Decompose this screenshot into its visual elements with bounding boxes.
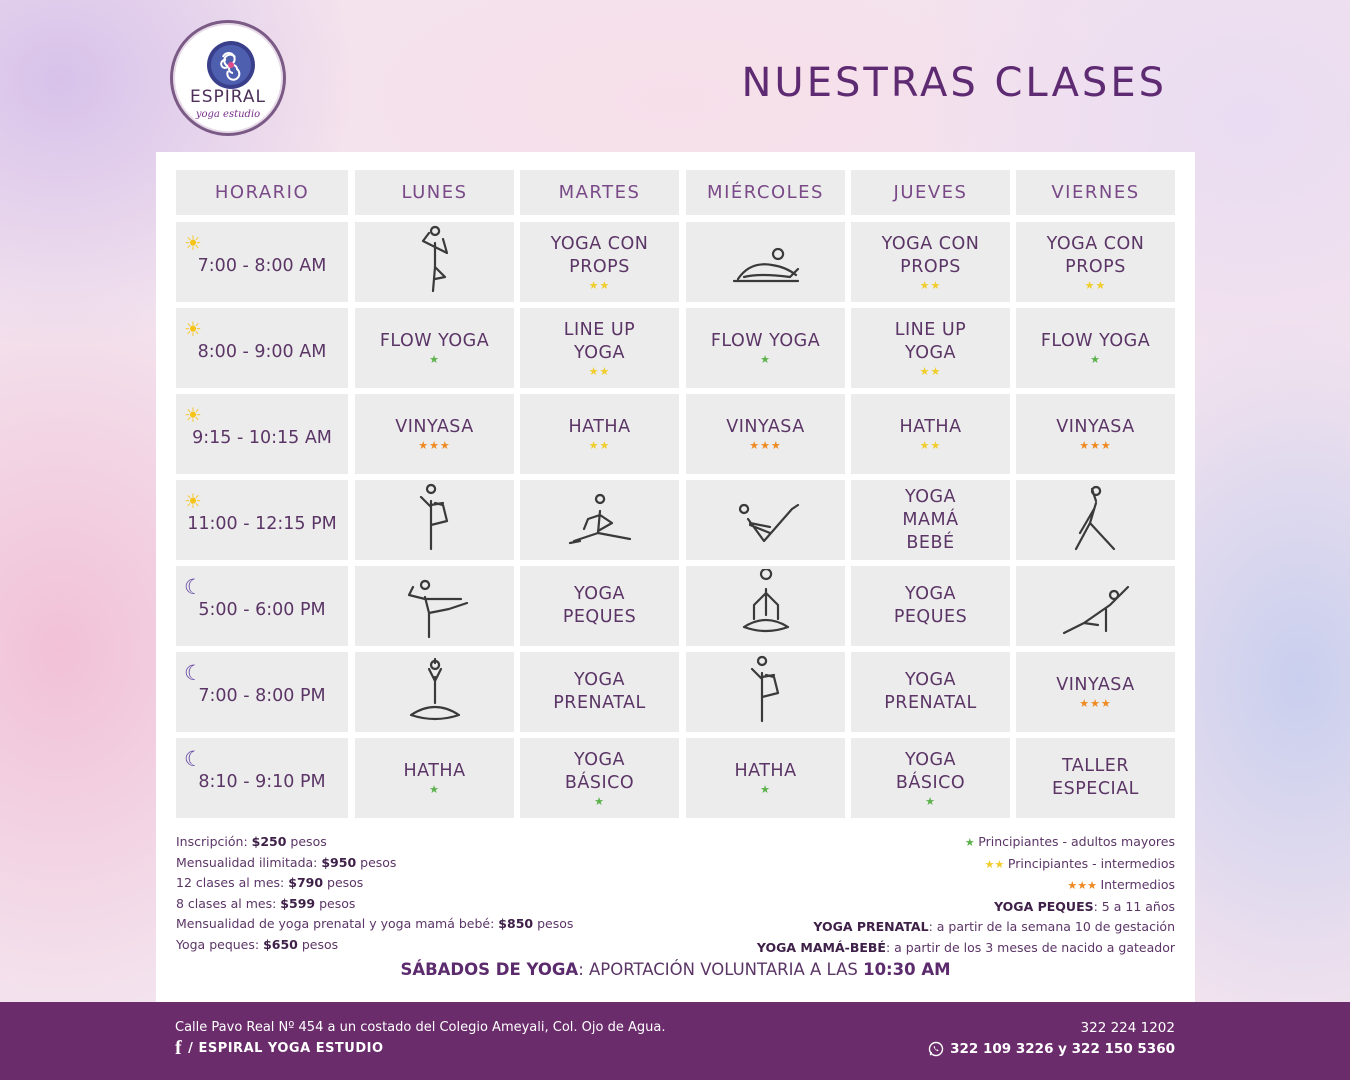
class-name: YOGA CON PROPS	[881, 233, 980, 277]
class-name: YOGA PEQUES	[893, 584, 968, 627]
studio-logo	[170, 20, 286, 136]
price-unit: pesos	[356, 854, 397, 870]
price-amount: $650	[263, 936, 298, 952]
class-name: HATHA	[899, 417, 962, 437]
moon-icon: ☾	[184, 575, 203, 599]
class-name: HATHA	[568, 417, 631, 437]
class-cell	[520, 394, 679, 474]
footer	[0, 1002, 1350, 1080]
class-cell	[851, 738, 1010, 818]
saturday-note	[156, 960, 1195, 979]
class-name: FLOW YOGA	[379, 331, 490, 351]
class-cell	[686, 652, 845, 732]
class-name: HATHA	[734, 761, 797, 781]
difficulty-stars: ★★	[919, 439, 942, 452]
class-name: YOGA PRENATAL	[884, 670, 977, 713]
time-label: 8:10 - 9:10 PM	[198, 772, 326, 792]
class-cell	[520, 566, 679, 646]
moon-icon: ☾	[184, 747, 203, 771]
difficulty-stars: ★	[429, 783, 440, 796]
page-title: NUESTRAS CLASES	[741, 60, 1167, 106]
time-label: 11:00 - 12:15 PM	[187, 514, 337, 534]
logo-tagline: yoga estudio	[195, 109, 261, 120]
class-cell	[520, 222, 679, 302]
difficulty-stars: ★★	[588, 439, 611, 452]
time-slot	[176, 566, 348, 646]
sun-icon: ☀	[184, 317, 202, 341]
tree-pose-icon	[389, 225, 481, 299]
class-name: VINYASA	[1056, 675, 1135, 695]
class-cell	[686, 394, 845, 474]
time-label: 8:00 - 9:00 AM	[197, 342, 327, 362]
class-cell	[686, 222, 845, 302]
time-label: 5:00 - 6:00 PM	[198, 600, 326, 620]
lotus-pose-icon	[720, 569, 812, 643]
legend-item	[757, 854, 1175, 876]
class-cell	[1016, 566, 1175, 646]
difficulty-stars: ★★★	[749, 439, 782, 452]
age-label: YOGA PRENATAL	[813, 919, 929, 934]
saturday-time: 10:30 AM	[863, 960, 951, 979]
class-cell	[355, 652, 514, 732]
time-slot	[176, 480, 348, 560]
class-cell	[686, 480, 845, 560]
class-name: VINYASA	[395, 417, 474, 437]
whatsapp-contact[interactable]	[928, 1041, 1175, 1057]
legend-stars: ★★	[984, 857, 1008, 871]
class-name: YOGA BÁSICO	[895, 749, 966, 793]
legend-text: Intermedios	[1100, 877, 1175, 892]
schedule-card	[156, 152, 1195, 1002]
price-amount: $790	[288, 875, 324, 890]
logo-name: ESPIRAL	[189, 87, 267, 107]
legend-stars: ★★★	[1067, 879, 1101, 892]
price-amount: $250	[251, 834, 287, 849]
difficulty-stars: ★★★	[1079, 697, 1112, 710]
class-name: YOGA PEQUES	[562, 584, 637, 627]
price-item	[176, 853, 573, 874]
price-item	[176, 894, 573, 915]
age-notes	[757, 897, 1175, 959]
price-unit: pesos	[315, 895, 356, 911]
footer-address: Calle Pavo Real Nº 454 a un costado del Colegio Ameyali, Col. Ojo de Agua.	[175, 1020, 666, 1035]
difficulty-stars: ★★★	[418, 439, 451, 452]
price-amount: $850	[498, 916, 534, 931]
price-unit: pesos	[286, 834, 327, 849]
class-cell	[355, 394, 514, 474]
footer-phone[interactable]: 322 224 1202	[1080, 1020, 1175, 1036]
age-label: YOGA PEQUES	[994, 898, 1094, 914]
class-name: YOGA CON PROPS	[550, 233, 649, 277]
class-name: YOGA BÁSICO	[564, 749, 635, 793]
whatsapp-icon	[928, 1041, 944, 1057]
class-cell	[355, 222, 514, 302]
difficulty-stars: ★	[429, 353, 440, 366]
time-slot	[176, 738, 348, 818]
time-slot	[176, 222, 348, 302]
time-slot	[176, 652, 348, 732]
price-amount: $599	[280, 895, 316, 911]
class-name: YOGA PRENATAL	[553, 670, 646, 713]
class-name: LINE UP YOGA	[894, 319, 967, 363]
class-name: YOGA CON PROPS	[1046, 233, 1145, 277]
legend-text: Principiantes - intermedios	[1007, 855, 1175, 871]
price-unit: pesos	[323, 875, 364, 890]
class-cell	[686, 308, 845, 388]
class-cell	[520, 652, 679, 732]
time-slot	[176, 394, 348, 474]
class-name: FLOW YOGA	[710, 331, 821, 351]
price-item	[176, 832, 573, 853]
saturday-label: SÁBADOS DE YOGA	[400, 960, 579, 979]
class-cell	[851, 222, 1010, 302]
legend-notes	[757, 832, 1175, 958]
boat-pose-icon	[720, 483, 812, 557]
sun-icon: ☀	[184, 489, 202, 513]
triangle-pose-icon	[1050, 483, 1142, 557]
spiral-logo-icon	[173, 23, 289, 139]
price-item	[176, 914, 573, 935]
price-unit: pesos	[533, 916, 574, 931]
age-note	[757, 938, 1175, 959]
moon-icon: ☾	[184, 661, 203, 685]
class-name: TALLER ESPECIAL	[1052, 756, 1139, 799]
class-cell	[851, 566, 1010, 646]
class-name: VINYASA	[726, 417, 805, 437]
difficulty-stars: ★★	[919, 278, 942, 292]
price-label: Inscripción:	[176, 834, 252, 849]
difficulty-legend	[757, 832, 1175, 897]
legend-item	[757, 875, 1175, 897]
difficulty-stars: ★★	[919, 364, 942, 378]
age-note	[757, 897, 1175, 918]
class-name: FLOW YOGA	[1040, 331, 1151, 351]
header-1: LUNES	[355, 170, 514, 215]
difficulty-stars: ★	[925, 794, 936, 808]
seated-twist-icon	[554, 483, 646, 557]
price-unit: pesos	[297, 936, 339, 952]
class-name: YOGA MAMÁ BEBÉ	[902, 486, 959, 553]
legend-text: Principiantes - adultos mayores	[978, 834, 1175, 849]
class-cell	[851, 480, 1010, 560]
class-cell	[520, 308, 679, 388]
price-list	[176, 832, 573, 955]
sun-icon: ☀	[184, 403, 202, 427]
class-cell	[851, 308, 1010, 388]
age-label: YOGA MAMÁ-BEBÉ	[756, 939, 886, 955]
price-label: 12 clases al mes:	[176, 875, 289, 890]
price-item	[176, 935, 573, 956]
price-label: Mensualidad de yoga prenatal y yoga mamá bebé:	[176, 916, 499, 931]
time-slot	[176, 308, 348, 388]
age-text: : a partir de los 3 meses de nacido a gateador	[885, 939, 1175, 955]
class-cell	[520, 738, 679, 818]
time-label: 7:00 - 8:00 AM	[197, 256, 327, 276]
header-3: MIÉRCOLES	[686, 170, 845, 215]
class-cell	[686, 566, 845, 646]
class-cell	[355, 738, 514, 818]
difficulty-stars: ★	[760, 783, 771, 796]
class-cell	[851, 394, 1010, 474]
difficulty-stars: ★	[760, 353, 771, 366]
class-name: LINE UP YOGA	[563, 319, 636, 363]
age-note	[757, 917, 1175, 938]
class-name: HATHA	[403, 761, 466, 781]
price-label: 8 clases al mes:	[176, 895, 281, 911]
class-cell	[1016, 652, 1175, 732]
header-2: MARTES	[520, 170, 679, 215]
class-cell	[1016, 394, 1175, 474]
meditation-pose-icon	[389, 655, 481, 729]
sun-icon: ☀	[184, 231, 202, 255]
legend-item	[757, 832, 1175, 854]
class-cell	[851, 652, 1010, 732]
class-cell	[1016, 222, 1175, 302]
class-name: VINYASA	[1056, 417, 1135, 437]
price-label: Mensualidad ilimitada:	[176, 854, 322, 870]
price-label: Yoga peques:	[176, 936, 264, 952]
facebook-icon: f	[175, 1037, 183, 1059]
class-cell	[355, 480, 514, 560]
time-label: 9:15 - 10:15 AM	[192, 428, 332, 448]
legend-stars: ★	[964, 836, 979, 849]
dancer-pose-icon	[389, 569, 481, 643]
header-0: HORARIO	[176, 170, 348, 215]
difficulty-stars: ★★	[588, 364, 611, 378]
saturday-text: : APORTACIÓN VOLUNTARIA A LAS	[578, 960, 864, 979]
class-cell	[355, 308, 514, 388]
class-cell	[1016, 480, 1175, 560]
price-amount: $950	[321, 854, 357, 870]
age-text: : 5 a 11 años	[1093, 898, 1175, 914]
class-cell	[1016, 308, 1175, 388]
side-plank-icon	[1050, 569, 1142, 643]
class-cell	[355, 566, 514, 646]
difficulty-stars: ★★	[1084, 278, 1107, 292]
class-cell	[520, 480, 679, 560]
class-cell	[1016, 738, 1175, 818]
facebook-link[interactable]	[175, 1037, 384, 1059]
difficulty-stars: ★★★	[1079, 439, 1112, 452]
difficulty-stars: ★★	[588, 278, 611, 292]
forward-fold-icon	[720, 225, 812, 299]
class-cell	[686, 738, 845, 818]
header-4: JUEVES	[851, 170, 1010, 215]
price-item	[176, 873, 573, 894]
difficulty-stars: ★	[594, 794, 605, 808]
header-5: VIERNES	[1016, 170, 1175, 215]
time-label: 7:00 - 8:00 PM	[198, 686, 326, 706]
facebook-handle: / ESPIRAL YOGA ESTUDIO	[188, 1040, 384, 1056]
age-text: : a partir de la semana 10 de gestación	[928, 919, 1175, 934]
difficulty-stars: ★	[1090, 353, 1101, 366]
standing-leg-hold-icon	[389, 483, 481, 557]
standing-leg-hold-icon	[720, 655, 812, 729]
whatsapp-numbers: 322 109 3226 y 322 150 5360	[950, 1041, 1175, 1057]
